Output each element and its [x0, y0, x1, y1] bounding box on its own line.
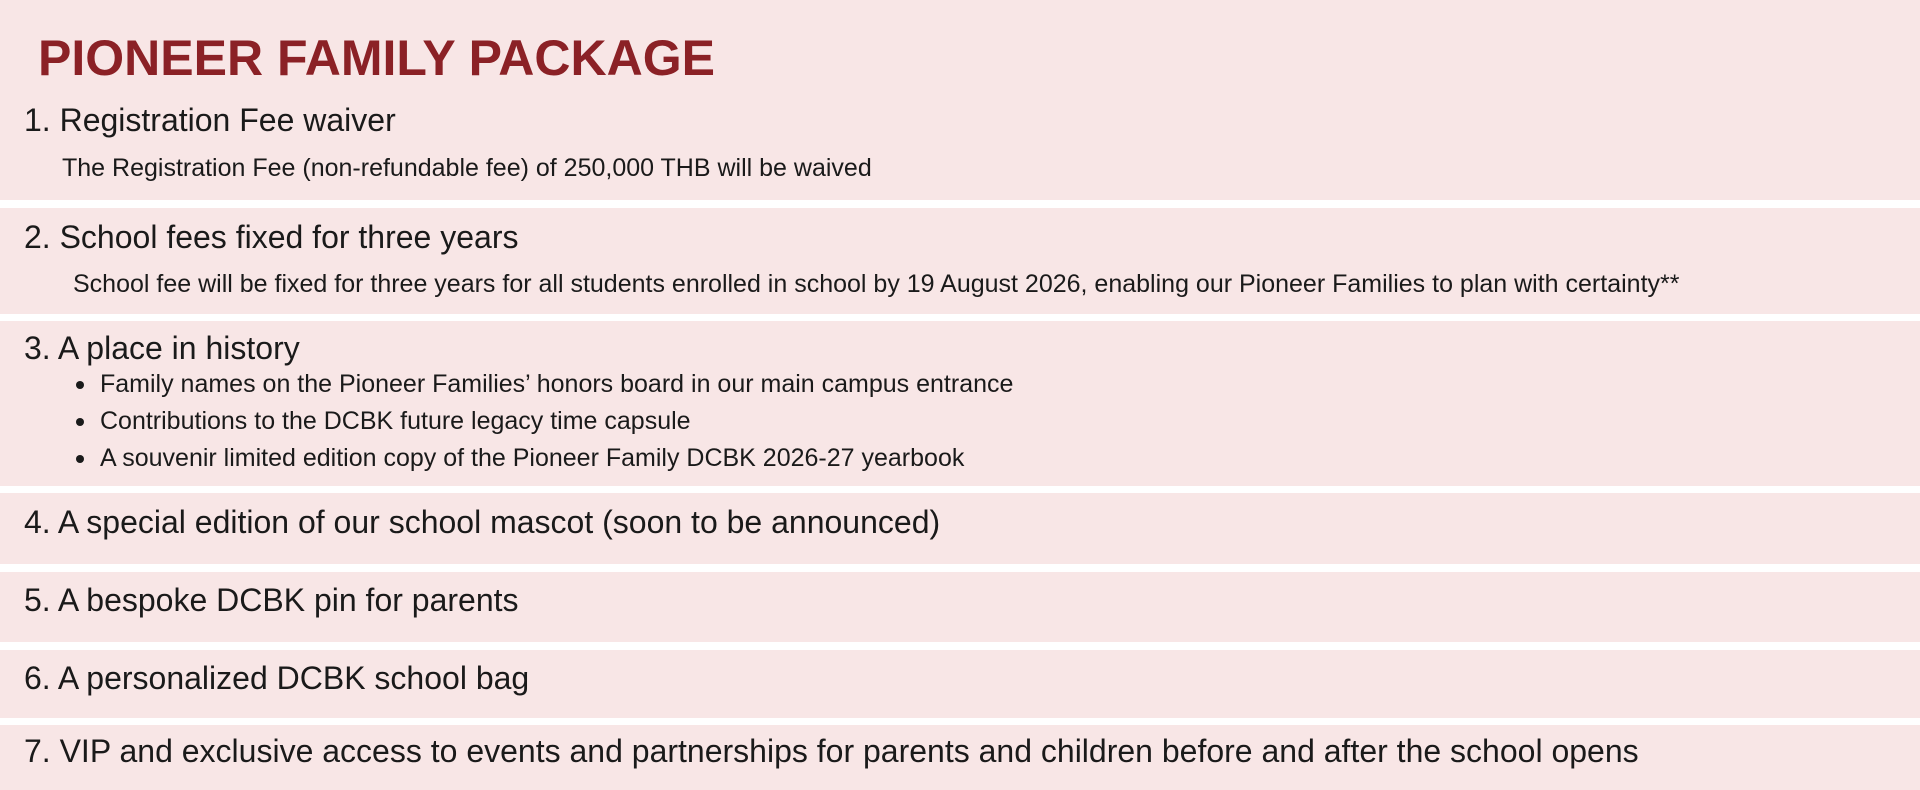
- bullet-icon: [76, 381, 84, 389]
- item-4-heading: 4. A special edition of our school mascot (soon to be announced): [24, 504, 941, 540]
- section-place-in-history: [0, 321, 1920, 486]
- bullet-text: Family names on the Pioneer Families’ honors board in our main campus entrance: [100, 370, 1014, 398]
- section-vip-access: [0, 725, 1920, 790]
- list-item: [72, 366, 1013, 403]
- item-2-heading: 2. School fees fixed for three years: [24, 219, 519, 255]
- item-2-description: School fee will be fixed for three years for all students enrolled in school by 19 August 2026, enabling our Pioneer Families to plan with certainty**: [73, 270, 1680, 298]
- page-title: PIONEER FAMILY PACKAGE: [38, 30, 715, 86]
- section-school-mascot: [0, 493, 1920, 564]
- item-1-description: The Registration Fee (non-refundable fee) of 250,000 THB will be waived: [62, 154, 872, 182]
- section-dcbk-pin: [0, 572, 1920, 642]
- item-5-heading: 5. A bespoke DCBK pin for parents: [24, 582, 519, 618]
- history-bullet-list: [72, 366, 1013, 477]
- section-school-fees: [0, 208, 1920, 314]
- list-item: [72, 440, 1013, 477]
- bullet-icon: [76, 455, 84, 463]
- bullet-text: A souvenir limited edition copy of the Pioneer Family DCBK 2026-27 yearbook: [100, 444, 965, 472]
- item-3-heading: 3. A place in history: [24, 330, 300, 366]
- item-7-heading: 7. VIP and exclusive access to events and partnerships for parents and children before and after the school opens: [24, 733, 1639, 769]
- list-item: [72, 403, 1013, 440]
- item-6-heading: 6. A personalized DCBK school bag: [24, 660, 530, 696]
- section-registration-fee: [0, 0, 1920, 200]
- bullet-icon: [76, 418, 84, 426]
- item-1-heading: 1. Registration Fee waiver: [24, 102, 396, 138]
- bullet-text: Contributions to the DCBK future legacy time capsule: [100, 407, 691, 435]
- section-school-bag: [0, 650, 1920, 718]
